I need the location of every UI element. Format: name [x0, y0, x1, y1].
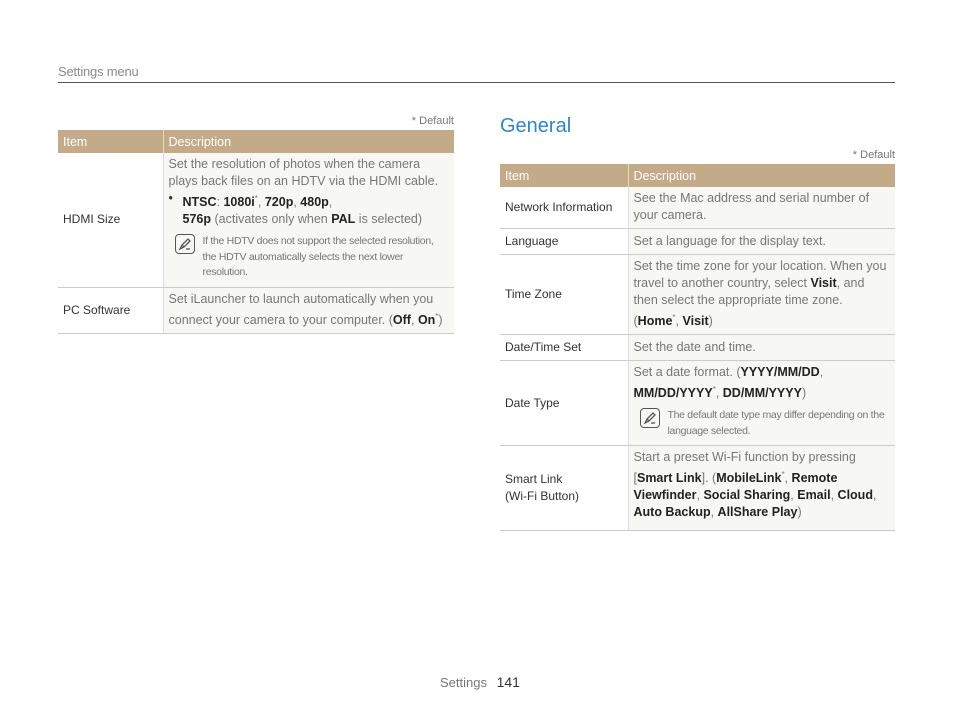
- note-box: [169, 234, 450, 281]
- description-time-zone: Set the time zone for your location. When you travel to another country, select Visit, and then select the appropriate time zone. (Home*, Visit): [628, 255, 895, 335]
- left-column: [58, 112, 454, 334]
- section-header: [58, 63, 895, 83]
- description-network-information: See the Mac address and serial number of your camera.: [628, 187, 895, 229]
- item-date-type: Date Type: [500, 361, 628, 446]
- column-header-description: Description: [163, 130, 454, 153]
- item-network-information: Network Information: [500, 187, 628, 229]
- settings-table-general: [500, 164, 895, 531]
- description-hdmi-size: Set the resolution of photos when the camera plays back files on an HDTV via the HDMI cable. • NTSC: 1080i*, 720p, 480p, 576p (activates only when PAL is selected) If the HDTV does not support the selected resolution, the HDTV automatically selects the next lower resolution.: [163, 153, 454, 287]
- description-smart-link: Start a preset Wi-Fi function by pressing [Smart Link]. (MobileLink*, Remote Viewfinder, Social Sharing, Email, Cloud, Auto Backup, AllShare Play): [628, 446, 895, 531]
- item-language: Language: [500, 229, 628, 255]
- section-title: Settings menu: [58, 64, 139, 79]
- description-pc-software: Set iLauncher to launch automatically when you connect your camera to your computer. (Off, On*): [163, 287, 454, 333]
- item-hdmi-size: HDMI Size: [58, 153, 163, 287]
- note-icon: [175, 234, 195, 254]
- description-date-time-set: Set the date and time.: [628, 335, 895, 361]
- note-text: If the HDTV does not support the selected resolution, the HDTV automatically selects the next lower resolution.: [202, 235, 434, 279]
- item-pc-software: PC Software: [58, 287, 163, 333]
- description-language: Set a language for the display text.: [628, 229, 895, 255]
- footer-label: Settings: [440, 675, 487, 690]
- table-row-language: [500, 229, 895, 255]
- item-date-time-set: Date/Time Set: [500, 335, 628, 361]
- table-row-smart-link: [500, 446, 895, 531]
- table-row-pc-software: [58, 287, 454, 333]
- table-row-hdmi-size: [58, 153, 454, 287]
- right-column: [500, 112, 895, 531]
- column-header-item: Item: [58, 130, 163, 153]
- column-header-item: Item: [500, 164, 628, 187]
- item-time-zone: Time Zone: [500, 255, 628, 335]
- page-number: 141: [496, 674, 520, 690]
- table-row-date-time-set: [500, 335, 895, 361]
- table-header-row: [58, 130, 454, 153]
- default-note: * Default: [411, 115, 454, 127]
- column-header-description: Description: [628, 164, 895, 187]
- section-heading-general: General: [500, 115, 572, 137]
- note-box: [634, 408, 891, 439]
- settings-table-display: [58, 130, 454, 334]
- description-date-type: Set a date format. (YYYY/MM/DD, MM/DD/YYYY*, DD/MM/YYYY) The default date type may differ depending on the language selected.: [628, 361, 895, 446]
- table-row-network-information: [500, 187, 895, 229]
- page-footer: [440, 674, 520, 690]
- hdmi-options: • NTSC: 1080i*, 720p, 480p, 576p (activates only when PAL is selected): [168, 191, 423, 227]
- note-icon: [640, 408, 660, 428]
- item-smart-link: Smart Link (Wi-Fi Button): [500, 446, 628, 531]
- note-text: The default date type may differ depending on the language selected.: [667, 409, 885, 437]
- table-row-date-type: [500, 361, 895, 446]
- table-header-row: [500, 164, 895, 187]
- table-row-time-zone: [500, 255, 895, 335]
- default-note: * Default: [852, 149, 895, 161]
